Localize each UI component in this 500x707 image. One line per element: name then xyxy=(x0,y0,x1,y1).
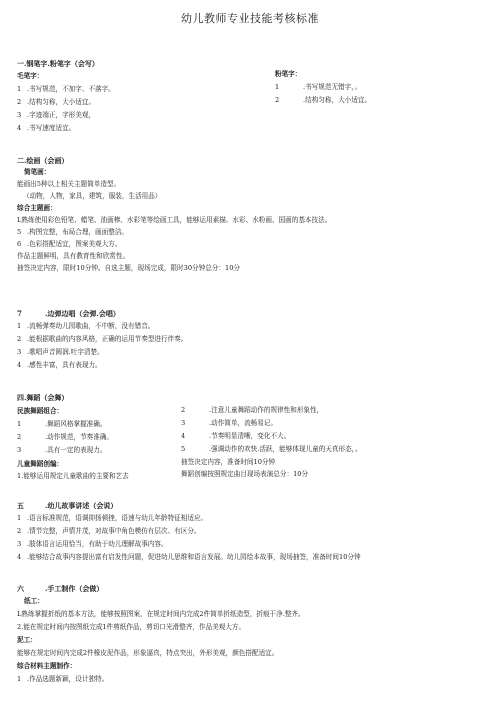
paragraph: 作品主题鲜明，具有教育性和欣赏性。 xyxy=(17,251,130,260)
list-item: 3 .具有一定的表现力。 xyxy=(17,446,107,455)
list-item: 3 .肢体语言运用恰当，有助于幼儿理解故事内容。 xyxy=(17,540,168,549)
paragraph: 抽签决定内容，限时10分钟。自选主题，现场完成，限时30分钟总分：10分 xyxy=(17,263,240,272)
section-heading: 五 .幼儿故事讲述（会说） xyxy=(17,501,118,510)
section-chalk xyxy=(275,70,375,105)
paragraph: 2.能在规定时间内按图纸完成1件剪纸作品，剪切口光滑整齐，作品美观大方。 xyxy=(17,623,246,632)
subheading-brush: 毛笔字： xyxy=(17,72,44,81)
section-handicraft xyxy=(17,584,487,684)
section-dance-right xyxy=(181,406,481,479)
paragraph: 抽签决定内容，准备时间10分钟 xyxy=(181,457,276,466)
section-heading: 四.舞蹈（会舞） xyxy=(17,393,69,402)
subheading-chalk: 粉笔字： xyxy=(275,70,302,78)
subheading-mixed-materials: 综合材料主题制作： xyxy=(17,661,77,670)
section-dance-left xyxy=(17,393,177,485)
paragraph: L熟练使用彩色铅笔、蜡笔、油画棒、水彩笔等绘画工具，能够运用素描、水彩、水粉画、国画的基本技法。 xyxy=(17,216,332,224)
page-title: 幼儿教师专业技能考核标准 xyxy=(181,12,319,25)
list-item: 1 .作品选题新颖，设计独特。 xyxy=(17,674,109,683)
list-item: 5 .强调动作的欢快.活跃，能够体现儿童的天真形态，。 xyxy=(181,444,362,453)
section-calligraphy xyxy=(17,59,267,133)
list-item: 1 .语言标准规范，语调抑扬顿挫，语速与幼儿年龄特征相适应。 xyxy=(17,514,208,523)
subheading-paper-craft: 纸工： xyxy=(24,597,44,606)
subheading-sketch: 简笔画： xyxy=(24,168,51,177)
list-item: 2 .注意儿童舞蹈动作的规律性和形象性， xyxy=(181,406,324,414)
section-heading: 一.钢笔字.粉笔字（会写） xyxy=(17,59,99,68)
list-item: 3 .字迹端正，字形美观， xyxy=(17,111,96,120)
section-drawing xyxy=(17,156,487,272)
list-item: 4 .感性丰富，具有表现力。 xyxy=(17,361,102,370)
list-item: 1 .书写规范，不加字、不落字。 xyxy=(17,85,115,94)
list-item: 1 .舞蹈风格掌握准确。 xyxy=(17,420,107,429)
list-item: 1 .流畅弹奏幼儿园歌曲，不中断，没有错音。 xyxy=(17,322,155,331)
section-heading: 7 .边弹边唱（会弹.会唱） xyxy=(17,309,120,318)
paragraph: 能够在规定时间内完成2件橡皮泥作品，形象逼真，特点突出，外形美观，颜色搭配适宜。 xyxy=(17,649,279,657)
list-item: 1 .书写规范无错字，。 xyxy=(275,82,362,91)
list-item: 6 .色彩搭配适宜，图案美观大方。 xyxy=(17,239,122,248)
list-item: 4 .书写速度适宜。 xyxy=(17,124,76,132)
list-item: 2 .结构匀称，大小适宜。 xyxy=(17,98,96,107)
subheading-folk-dance: 民族舞蹈组合： xyxy=(17,407,64,416)
paragraph: （动物，人物，家具，建筑，服装，生活用品） xyxy=(23,192,162,201)
list-item: 2 .能根据歌曲的内容风格，正确的运用节奏型进行伴奏。 xyxy=(17,335,188,344)
paragraph: 能画出5种以上相关主题简单造型。 xyxy=(17,180,121,189)
subheading-theme-drawing: 综合主题画： xyxy=(17,204,57,213)
list-item: 5 .构图完整，布局合理，画面整洁。 xyxy=(17,227,129,236)
list-item: 4 .能够结合故事内容提出富有启发性问题，促进幼儿思维和语言发展。幼儿园绘本故事，现场抽签，准备时间10分钟 xyxy=(17,553,361,562)
list-item: 2 .结构匀称，大小适宜。 xyxy=(275,95,372,104)
section-piano-singing xyxy=(17,309,487,370)
section-heading: 二.绘画（会画） xyxy=(17,156,69,165)
list-item: 2 .情节完整，声情并茂，对故事中角色模仿有层次、有区分。 xyxy=(17,527,201,536)
section-storytelling xyxy=(17,501,492,562)
list-item: 2 .动作规范，节奏准确。 xyxy=(17,433,114,442)
list-item-truncated: 1.能够运用规定儿童歌曲的主要和艺去 xyxy=(17,471,129,480)
section-heading: 六 .手工制作（会做） xyxy=(17,584,104,593)
subheading-children-dance: 儿童舞蹈创编： xyxy=(17,460,64,468)
list-item: 3 .歌唱声音圆润.吐字清楚。 xyxy=(17,348,104,357)
list-item: 4 .节奏明显清晰，变化不大。 xyxy=(181,431,291,440)
list-item: 3 .动作简单，流畅易记。 xyxy=(181,418,278,427)
subheading-clay: 泥工： xyxy=(17,636,37,645)
paragraph: L熟练掌握折纸的基本方法，能够按照图案，在规定时间内完成2件简单折纸造型，折痕干净.整齐。 xyxy=(17,610,305,619)
paragraph: 舞蹈创编按照规定曲目现场表演总分：10分 xyxy=(181,470,309,479)
